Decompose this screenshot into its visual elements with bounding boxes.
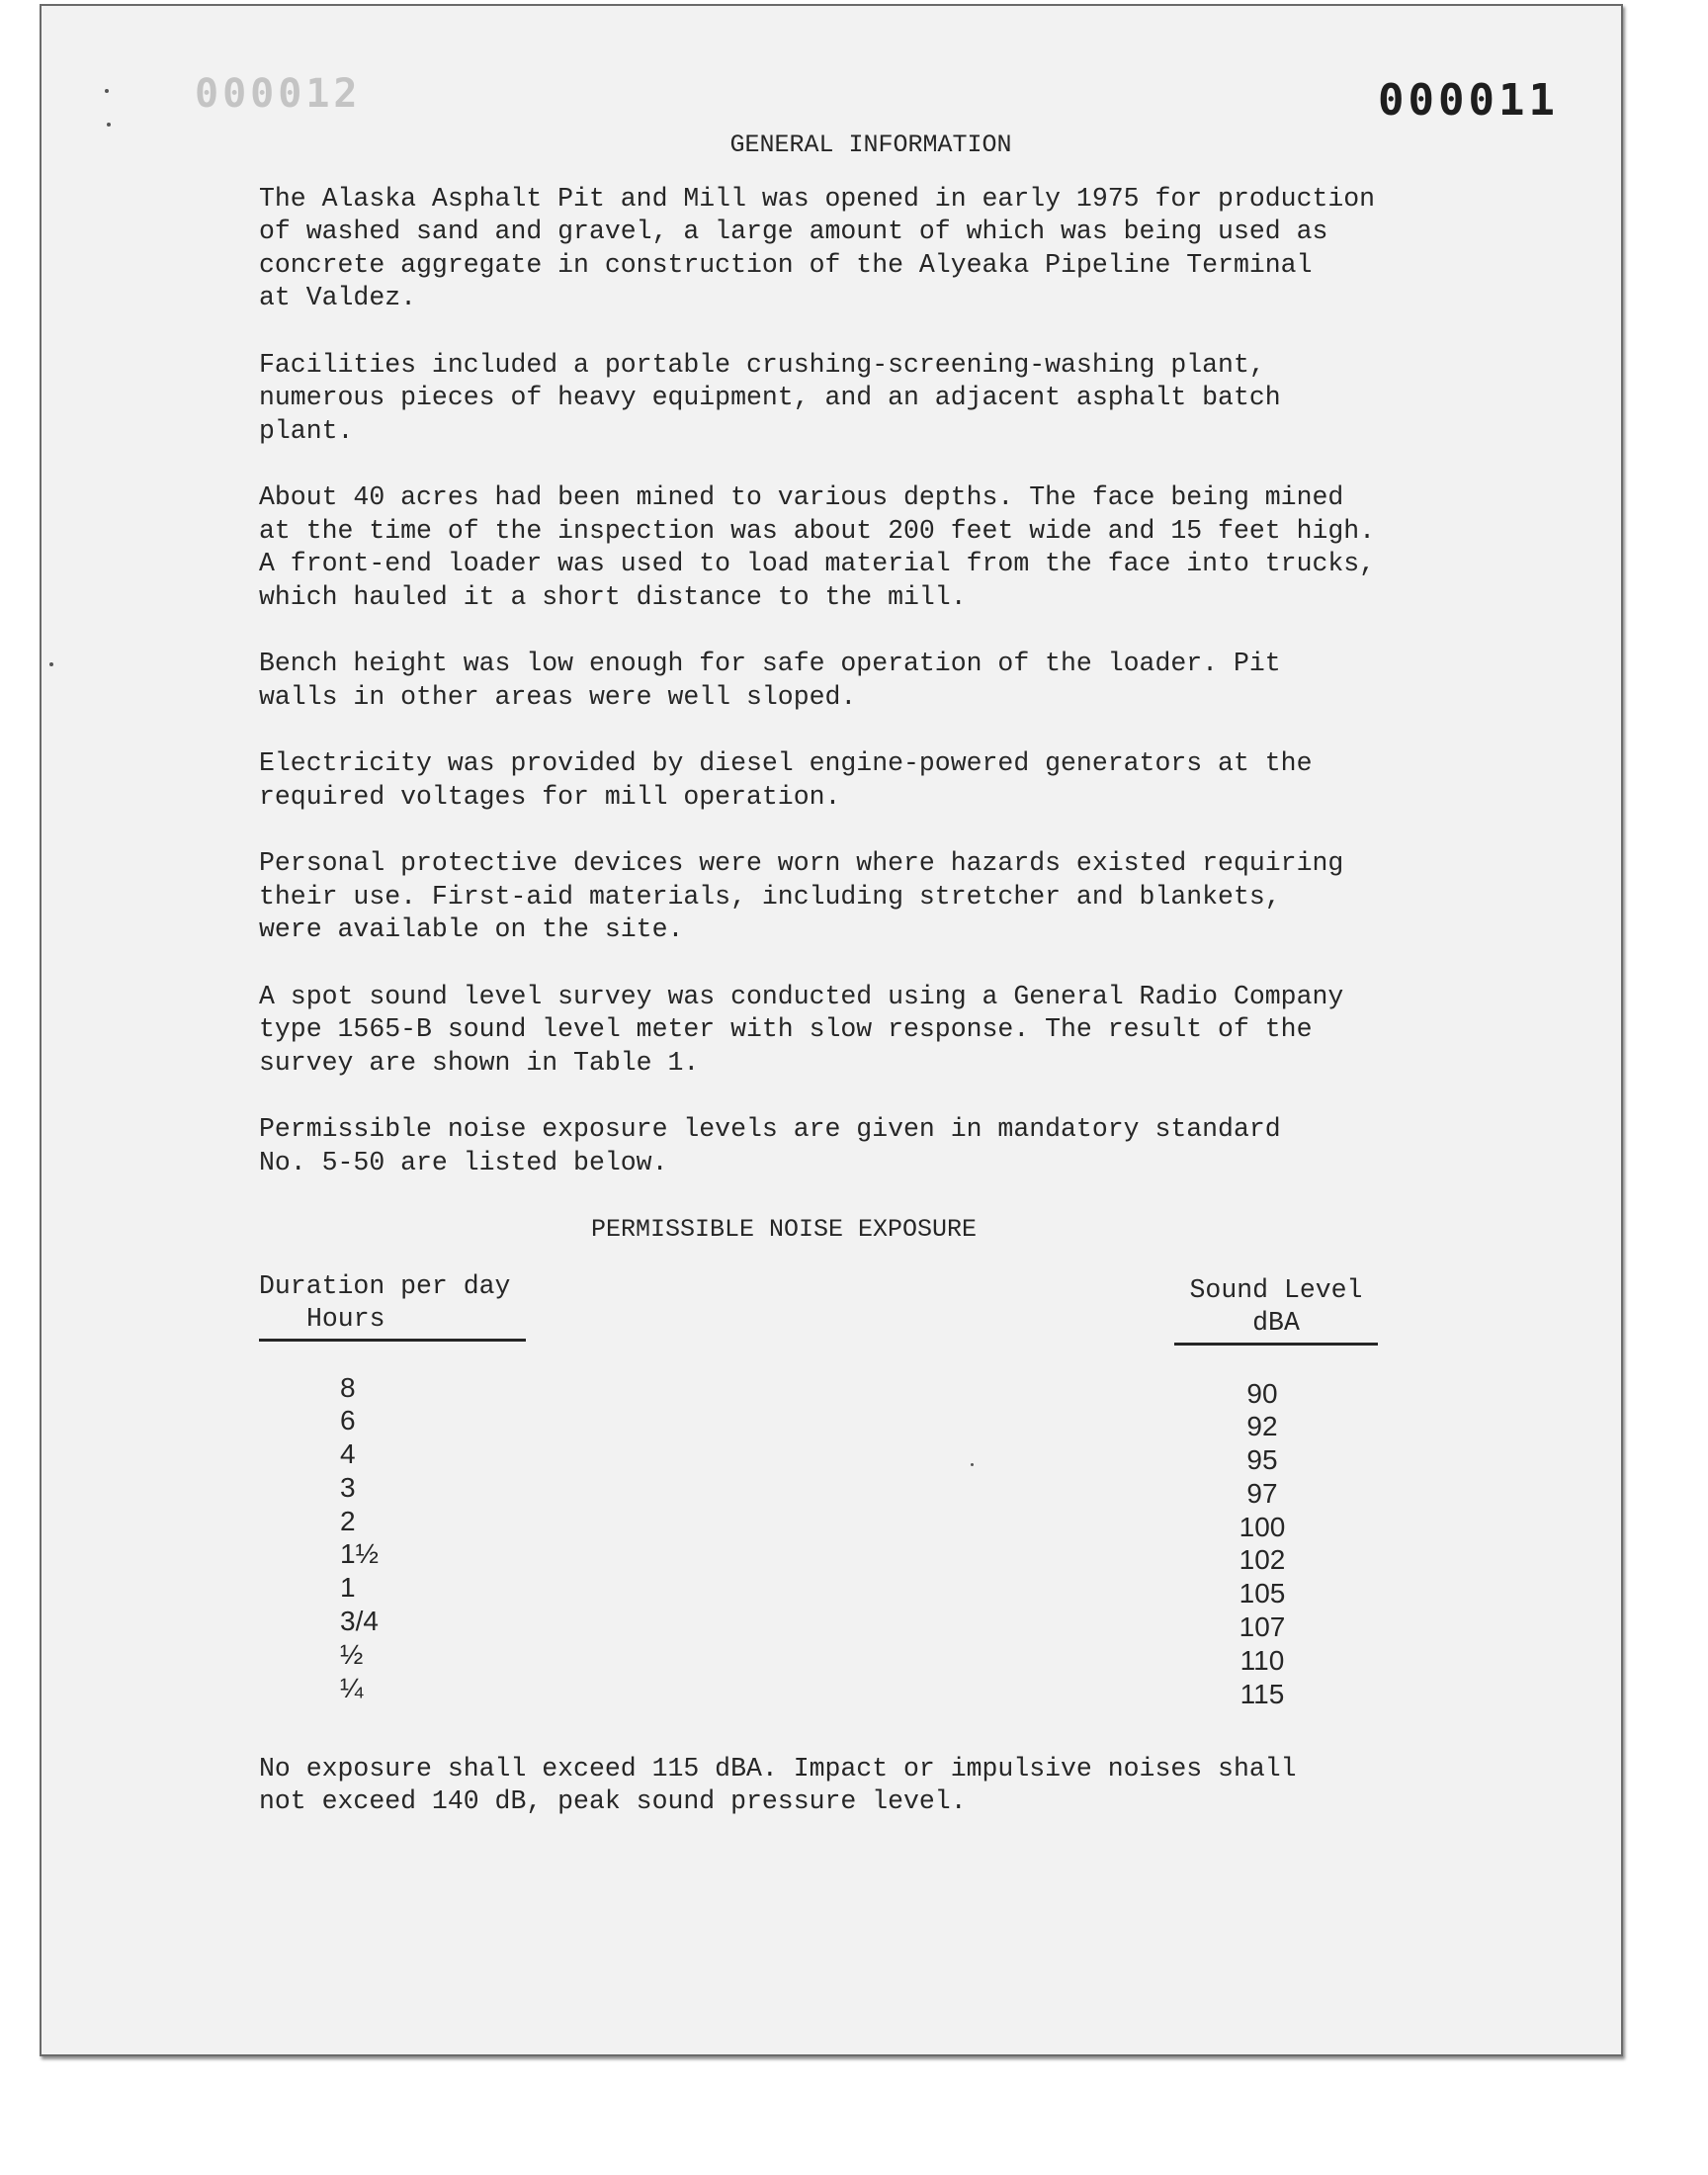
- table-title: PERMISSIBLE NOISE EXPOSURE: [590, 1215, 978, 1244]
- paragraph-sound-survey: A spot sound level survey was conducted using a General Radio Company type 1565-B sound level meter with slow response. The result of the survey are shown in Table 1.: [259, 981, 1344, 1078]
- scan-speck: [49, 662, 53, 666]
- scan-speck: [105, 89, 109, 93]
- paragraph-protective-devices: Personal protective devices were worn where hazards existed requiring their use. First-aid materials, including stretcher and blankets, were available on the site.: [259, 848, 1344, 944]
- table-cell-duration: 2: [340, 1505, 356, 1536]
- table-cell-duration: 1½: [340, 1538, 379, 1570]
- table-cell-duration: 1: [340, 1572, 356, 1604]
- table-cell-sound-level: 97: [1246, 1477, 1278, 1509]
- paragraph-facilities: Facilities included a portable crushing-screening-washing plant, numerous pieces of heavy equipment, and an adjacent asphalt batch plant.: [259, 349, 1281, 446]
- table-cell-duration: 4: [340, 1438, 356, 1470]
- paragraph-opening: The Alaska Asphalt Pit and Mill was opened in early 1975 for production of washed sand and gravel, a large amount of which was being used as concrete aggregate in construction of the Alyeaka Pipeline Terminal at Valdez.: [259, 183, 1376, 312]
- sound-level-column-header: [1174, 1274, 1378, 1346]
- table-cell-duration: ½: [340, 1638, 364, 1670]
- paragraph-mining: About 40 acres had been mined to various depths. The face being mined at the time of the inspection was about 200 feet wide and 15 feet high. A front-end loader was used to load material from the face into trucks, which hauled it a short distance to the mill.: [259, 482, 1376, 612]
- table-cell-duration: 6: [340, 1405, 356, 1436]
- table-cell-sound-level: 107: [1238, 1611, 1286, 1643]
- table-cell-duration: 3/4: [340, 1606, 379, 1637]
- paragraph-noise-standard: Permissible noise exposure levels are given in mandatory standard No. 5-50 are listed below.: [259, 1114, 1281, 1177]
- table-cell-sound-level: 95: [1246, 1444, 1278, 1476]
- page-heading: GENERAL INFORMATION: [729, 130, 1012, 159]
- faded-page-stamp: 000012: [195, 71, 362, 117]
- table-cell-sound-level: 100: [1238, 1511, 1286, 1542]
- table-cell-sound-level: 92: [1246, 1411, 1278, 1442]
- table-cell-sound-level: 105: [1238, 1578, 1286, 1610]
- document-body: [259, 129, 1475, 1819]
- table-cell-sound-level: 110: [1239, 1644, 1285, 1676]
- table-cell-sound-level: 115: [1239, 1678, 1285, 1709]
- paragraph-electricity: Electricity was provided by diesel engine-powered generators at the required voltages for mill operation.: [259, 748, 1313, 812]
- duration-header-line1: Duration per day: [259, 1270, 511, 1301]
- paragraph-bench-height: Bench height was low enough for safe operation of the loader. Pit walls in other areas were well sloped.: [259, 649, 1281, 712]
- sound-level-header-line1: Sound Level: [1189, 1274, 1363, 1305]
- table-cell-sound-level: 102: [1238, 1544, 1286, 1576]
- noise-exposure-table: [259, 1270, 1475, 1725]
- sound-level-values: [1213, 1377, 1312, 1711]
- page-number-stamp: 000011: [1378, 75, 1559, 126]
- sound-level-header-line2: dBA: [1252, 1308, 1300, 1338]
- table-cell-duration: ¼: [340, 1672, 364, 1703]
- table-cell-sound-level: 90: [1246, 1377, 1278, 1409]
- duration-header-line2: Hours: [306, 1304, 385, 1334]
- duration-column-header: [259, 1270, 526, 1342]
- paragraph-exposure-limit: No exposure shall exceed 115 dBA. Impact or impulsive noises shall not exceed 140 dB, peak sound pressure level.: [259, 1753, 1297, 1816]
- table-cell-duration: 8: [340, 1371, 356, 1403]
- table-cell-duration: 3: [340, 1471, 356, 1503]
- scan-speck: [107, 123, 111, 127]
- duration-values: [340, 1371, 379, 1705]
